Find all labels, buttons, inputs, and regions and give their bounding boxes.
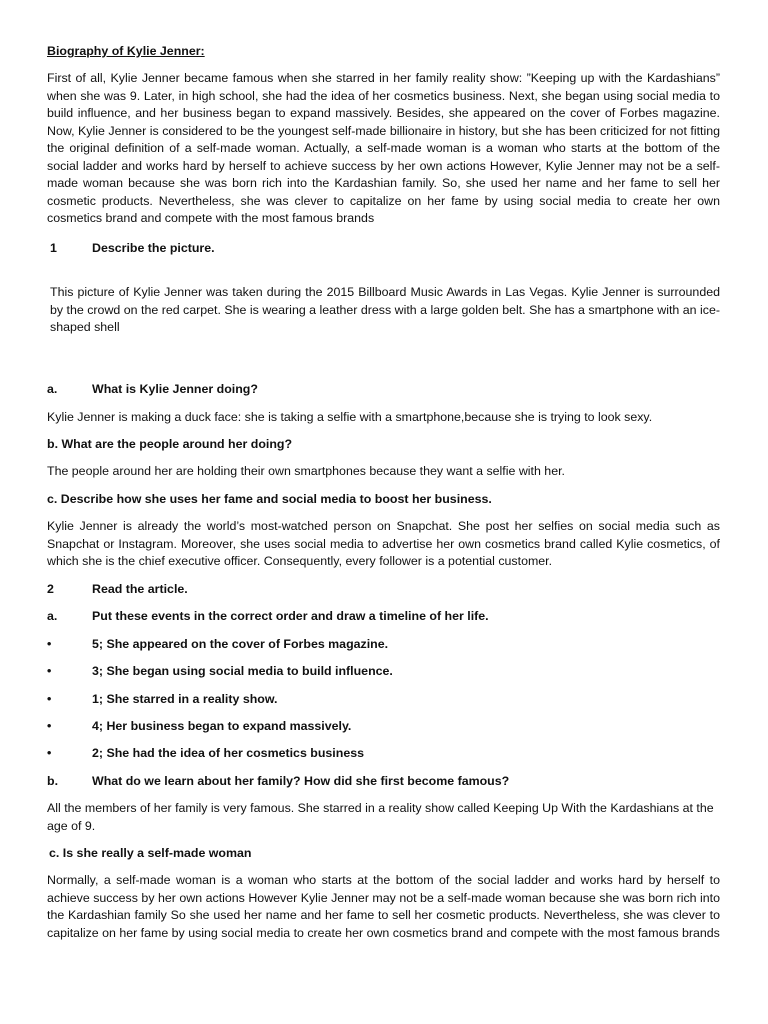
question-1-text: Describe the picture. [92, 241, 215, 255]
picture-description: This picture of Kylie Jenner was taken during the 2015 Billboard Music Awards in Las Vegas. Kylie Jenner is surrounded by the crowd on the red carpet. She is wearing a leather dress with a large golden belt. She has a smartphone with an ice-shaped shell [50, 285, 720, 334]
event-text: 2; She had the idea of her cosmetics business [92, 746, 364, 760]
question-a-text: What is Kylie Jenner doing? [92, 382, 258, 396]
bullet-icon: • [47, 746, 52, 760]
question-2c: c. Is she really a self-made woman [49, 846, 252, 860]
question-2b-number: b. [47, 774, 59, 788]
question-b-answer: The people around her are holding their own smartphones because they want a selfie with her. [47, 464, 565, 478]
question-2b-text: What do we learn about her family? How did she first become famous? [92, 774, 510, 788]
bullet-icon: • [47, 692, 52, 706]
question-a-number: a. [47, 382, 58, 396]
question-2a-text: Put these events in the correct order and draw a timeline of her life. [92, 609, 489, 623]
bullet-icon: • [47, 637, 52, 651]
question-c: c. Describe how she uses her fame and social media to boost her business. [47, 492, 492, 506]
event-text: 1; She starred in a reality show. [92, 692, 278, 706]
question-2c-answer: Normally, a self-made woman is a woman who starts at the bottom of the social ladder and works hard by herself to achieve success by her own actions However Kylie Jenner may not be a self-made woman because she was born rich into the Kardashian family So she used her name and her fame to sell her cosmetic products. Nevertheless, she was clever to capitalize on her fame by using social media to create her own cosmetics brand and compete with the most famous brands [47, 873, 720, 940]
question-a-answer: Kylie Jenner is making a duck face: she is taking a selfie with a smartphone,because she is trying to look sexy. [47, 410, 653, 424]
event-text: 3; She began using social media to build influence. [92, 664, 393, 678]
bullet-icon: • [47, 664, 52, 678]
question-c-answer: Kylie Jenner is already the world’s most-watched person on Snapchat. She post her selfies on social media such as Snapchat or Instagram. Moreover, she uses social media to advertise her own cosmetics brand called Kylie cosmetics, of which she is the chief executive officer. Consequently, every follower is a potential customer. [47, 519, 720, 568]
question-1-number: 1 [50, 241, 57, 255]
question-2-text: Read the article. [92, 582, 188, 596]
question-b: b. What are the people around her doing? [47, 437, 293, 451]
document-title: Biography of Kylie Jenner: [47, 44, 205, 58]
question-2a-number: a. [47, 609, 58, 623]
intro-paragraph: First of all, Kylie Jenner became famous when she starred in her family reality show: ”Keeping up with the Kardashians” when she was 9. Later, in high school, she had the idea of her cosmetics business. Next, she began using social media to build influence, and her business began to expand massively. Besides, she appeared on the cover of Forbes magazine. Now, Kylie Jenner is considered to be the youngest self-made billionaire in history, but she has been criticized for not fitting the original definition of a self-made woman. Actually, a self-made woman is a woman who starts at the bottom of the social ladder and works hard by herself to achieve success by her own actions However, Kylie Jenner may not be a self-made woman because she was born rich into the Kardashian family. So, she used her name and her fame to sell her cosmetic products. Nevertheless, she was clever to capitalize on her fame by using social media to create her own cosmetics brand and compete with the most famous brands [47, 71, 720, 225]
event-text: 5; She appeared on the cover of Forbes magazine. [92, 637, 389, 651]
event-text: 4; Her business began to expand massively. [92, 719, 352, 733]
question-2-number: 2 [47, 582, 54, 596]
bullet-icon: • [47, 719, 52, 733]
question-2b-answer: All the members of her family is very famous. She starred in a reality show called Keeping Up With the Kardashians at the age of 9. [47, 801, 714, 833]
